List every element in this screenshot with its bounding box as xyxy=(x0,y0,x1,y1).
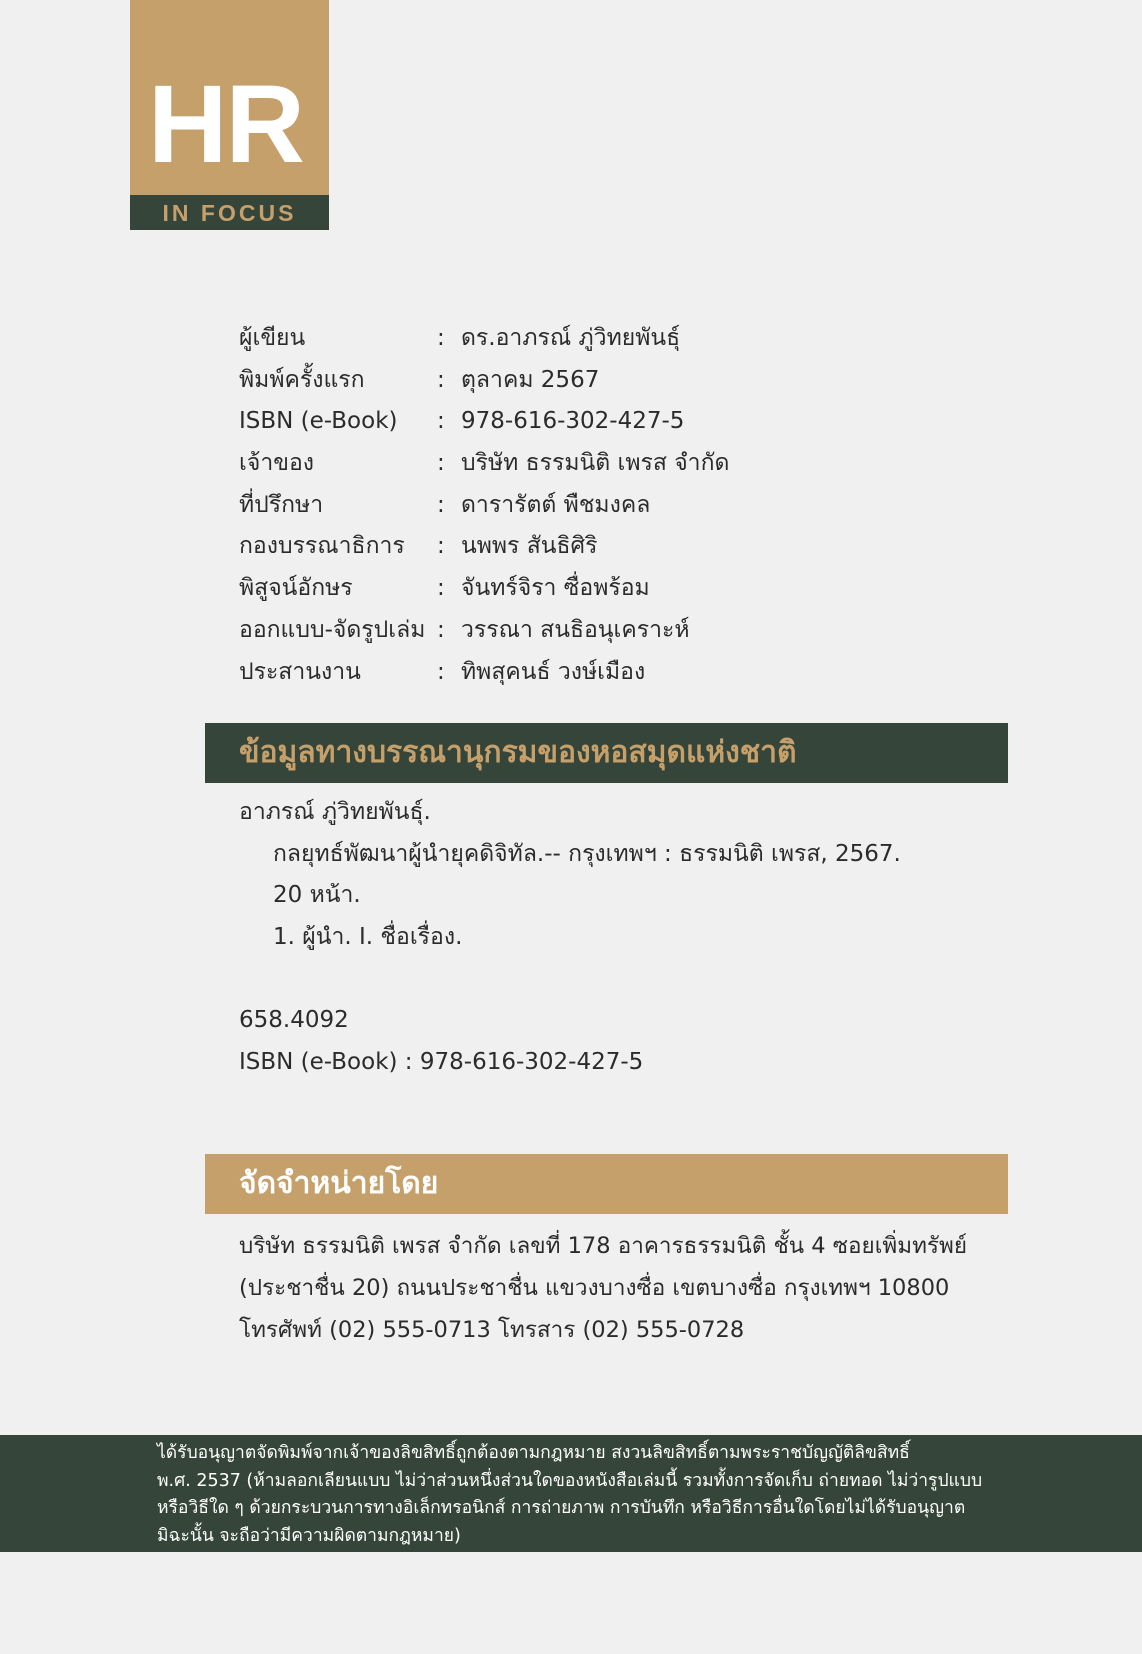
credit-separator: : xyxy=(437,366,445,393)
credit-separator: : xyxy=(437,616,445,643)
cip-classification: 658.4092 xyxy=(239,1007,349,1034)
distribution-address-line: (ประชาชื่น 20) ถนนประชาชื่น แขวงบางซื่อ เขตบางซื่อ กรุงเทพฯ 10800 xyxy=(239,1275,950,1301)
distribution-address-line: บริษัท ธรรมนิติ เพรส จำกัด เลขที่ 178 อาคารธรรมนิติ ชั้น 4 ซอยเพิ่มทรัพย์ xyxy=(239,1233,968,1259)
cip-subjects: 1. ผู้นำ. I. ชื่อเรื่อง. xyxy=(273,924,463,951)
logo-gold-block xyxy=(130,0,329,195)
cip-isbn: ISBN (e-Book) : 978-616-302-427-5 xyxy=(239,1049,644,1076)
logo-subtitle: IN FOCUS xyxy=(162,200,297,226)
copyright-line: หรือวิธีใด ๆ ด้วยกระบวนการทางอิเล็กทรอนิกส์ การถ่ายภาพ การบันทึก หรือวิธีการอื่นใดโดยไม่ได้รับอนุญาต xyxy=(157,1498,966,1518)
credit-value: นพพร สันธิศิริ xyxy=(461,533,598,560)
cip-title-line: กลยุทธ์พัฒนาผู้นำยุคดิจิทัล.-- กรุงเทพฯ : ธรรมนิติ เพรส, 2567. xyxy=(273,840,901,867)
credit-label: เจ้าของ xyxy=(239,450,315,477)
copyright-line: พ.ศ. 2537 (ห้ามลอกเลียนแบบ ไม่ว่าส่วนหนึ่งส่วนใดของหนังสือเล่มนี้ รวมทั้งการจัดเก็บ ถ่ายทอด ไม่ว่ารูปแบบ xyxy=(157,1470,983,1491)
credit-separator: : xyxy=(437,450,445,477)
credit-separator: : xyxy=(437,408,445,435)
copyright-footer xyxy=(0,1435,1142,1552)
credit-label: ISBN (e-Book) xyxy=(239,408,398,435)
cip-spacer xyxy=(239,959,999,1001)
credit-separator: : xyxy=(437,491,445,518)
credit-separator: : xyxy=(437,533,445,560)
cip-heading: ข้อมูลทางบรรณานุกรมของหอสมุดแห่งชาติ xyxy=(205,723,1008,783)
credit-value: จันทร์จิรา ซื่อพร้อม xyxy=(461,575,650,602)
credit-value: วรรณา สนธิอนุเคราะห์ xyxy=(461,616,690,643)
credit-value: ตุลาคม 2567 xyxy=(461,366,600,393)
credit-label: ประสานงาน xyxy=(239,658,361,685)
credit-label: ออกแบบ-จัดรูปเล่ม xyxy=(239,616,426,643)
credit-value: ดร.อาภรณ์ ภู่วิทยพันธุ์ xyxy=(461,325,681,351)
credit-separator: : xyxy=(437,658,445,685)
copyright-line: มิฉะนั้น จะถือว่ามีความผิดตามกฎหมาย) xyxy=(157,1525,461,1546)
credit-label: พิสูจน์อักษร xyxy=(239,575,353,602)
cip-block xyxy=(239,792,999,1084)
credit-separator: : xyxy=(437,575,445,602)
logo-band xyxy=(130,195,329,230)
credit-value: ทิพสุคนธ์ วงษ์เมือง xyxy=(461,658,646,685)
distribution-contact-line: โทรศัพท์ (02) 555-0713 โทรสาร (02) 555-0728 xyxy=(239,1317,745,1343)
distribution-block xyxy=(239,1225,999,1351)
credit-label: ที่ปรึกษา xyxy=(239,491,324,518)
copyright-text xyxy=(157,1440,997,1550)
credit-value: 978-616-302-427-5 xyxy=(461,408,685,435)
credit-separator: : xyxy=(437,325,445,351)
logo-main-text: HR xyxy=(148,63,303,186)
cip-author: อาภรณ์ ภู่วิทยพันธุ์. xyxy=(239,799,431,825)
credit-value: บริษัท ธรรมนิติ เพรส จำกัด xyxy=(461,450,730,477)
credit-label: พิมพ์ครั้งแรก xyxy=(239,366,365,393)
credit-label: กองบรรณาธิการ xyxy=(239,533,405,560)
copyright-line: ได้รับอนุญาตจัดพิมพ์จากเจ้าของลิขสิทธิ์ถูกต้องตามกฎหมาย สงวนลิขสิทธิ์ตามพระราชบัญญัติลิขสิทธิ์ xyxy=(157,1443,910,1463)
distribution-heading: จัดจำหน่ายโดย xyxy=(205,1154,1008,1214)
cip-pages: 20 หน้า. xyxy=(273,882,361,909)
credit-value: ดารารัตต์ พืชมงคล xyxy=(461,491,651,518)
hr-in-focus-logo xyxy=(130,0,329,230)
credit-label: ผู้เขียน xyxy=(239,325,306,351)
